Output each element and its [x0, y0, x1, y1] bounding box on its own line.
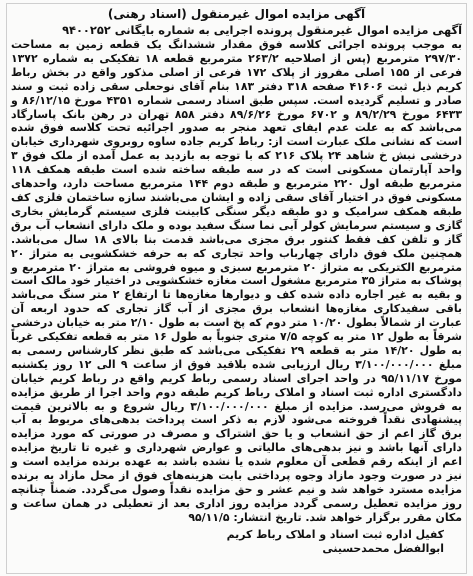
- auction-notice: [6, 3, 467, 574]
- notice-body: به موجب پرونده اجرائی کلاسه فوق مقدار ششدانگ یک قطعه زمین به مساحت ۲۹۷/۳۰ مترمربع (پس از اصلاحیه ۲۶۳/۲ مترمربع قطعه ۱۸ تفکیکی به شماره ۱۳۷۲ فرعی از ۱۵۵ اصلی مفروز از پلاک ۱۷۲ فرعی از اصلی مذکور واقع در بخش رباط کریم ذیل ثبت ۴۱۶۰۶ صفحه ۳۱۸ دفتر ۱۸۳ بنام آقای نوحعلی سقی زاده ثبت و سند صادر و تسلیم گردیده است. سپس طبق اسناد رسمی شماره ۴۳۵۱ مورخ ۸۶/۱۲/۱۵ و ۶۴۳۳ مورخ ۸۹/۲/۲۹ و ۶۷۰۲ مورخ ۸۹/۶/۲۶ دفتر ۸۵۸ تهران در رهن بانک پاسارگاد می‌باشد که به علت عدم ایفای تعهد منجر به صدور اجرائیه تحت کلاسه فوق شده است که نشانی ملک عبارت است از: رباط کریم جاده ساوه روبروی شهرداری خیابان درخشی نبش خ شاهد ۲۴ پلاک ۲۱۶ که با توجه به بازدید به عمل آمده از ملک فوق ۳ واحد آپارتمان مسکونی است که در سه طبقه ساخته شده است طبقه همکف ۱۱۸ مترمربع طبقه اول ۲۲۰ مترمربع و طبقه دوم ۱۴۴ مترمربع مساحت دارد، واحدهای مسکونی فوق در اختیار آقای سقی زاده و ایشان می‌باشند سازه ساختمان فلزی کف طبقه همکف سرامیک و دو طبقه دیگر سنگی کابینت فلزی سیستم گرمایش بخاری گازی و سیستم سرمایش کولر آبی نما سنگ سفید بوده و ملک دارای انشعاب آب برق گاز و تلفن کف فقط کنتور برق مجزی می‌باشد قدمت بنا بالای ۱۸ سال می‌باشد. همچنین ملک فوق دارای چهارباب واحد تجاری که به حرفه خشکشویی به متراژ ۲۰ مترمربع الکتریکی به متراژ ۲۰ مترمربع سبزی و میوه فروشی به متراژ ۲۰ مترمربع و پوشاک به متراژ ۳۵ مترمربع مشغول است مغازه خشکشویی در اختیار خود مالک است و بقیه به غیر اجاره داده شده کف و دیوارها مغازه‌ها تا ارتفاع ۲ متر سنگ می‌باشد باقی سفیدکاری مغازه‌ها انشعاب برق مجزی از آب گاز تجاری که حدود اربعه آن عبارت از شمالاً بطول ۱۰/۲۰ متر دوم که پخ است به طول ۲/۱۰ متر به خیابان درخشی شرقاً به طول ۱۲ متر به کوچه ۷/۵ متری جنوباً به طول ۱۶ متر به قطعه تفکیکی غرباً به طول ۱۴/۲۰ متر به قطعه ۲۹ تفکیکی می‌باشد که طبق نظر کارشناس رسمی به مبلغ ۳/۱۰۰/۰۰۰/۰۰۰ ریال ارزیابی شده بلاقید فوق از ساعت ۹ الی ۱۲ روز یکشنبه مورخ ۹۵/۱۱/۱۷ در واحد اجرای اسناد رسمی رباط کریم واقع در رباط کریم خیابان دادگستری اداره ثبت اسناد و املاک رباط کریم طبقه دوم واحد اجرا از طریق مزایده به فروش می‌رسد. مزایده از مبلغ ۳/۱۰۰/۰۰۰/۰۰۰ ریال شروع و به بالاترین قیمت پیشنهادی نقداً فروخته می‌شود لازم به ذکر است پرداخت بدهی‌های مربوط به آب برق گاز اعم از حق انشعاب و یا حق اشتراک و مصرف در صورتی که مورد مزایده دارای آنها باشد و نیز بدهی‌های مالیاتی و عوارض شهرداری و غیره تا تاریخ مزایده اعم از اینکه رقم قطعی آن معلوم شده یا نشده باشد به عهده برنده مزایده است و نیز در صورت وجود مازاد وجوه پرداختی بابت هزینه‌های فوق از محل مازاد به برنده مزایده مسترد خواهد شد و نیم عشر و حق مزایده نقداً وصول می‌گردد. ضمناً چنانچه روز مزایده تعطیل رسمی گردد مزایده روز اداری بعد از تعطیلی در همان ساعت و مکان مقرر برگزار خواهد شد. تاریخ انتشار: ۹۵/۱۱/۵: [11, 38, 463, 524]
- signatory-office: کفیل اداره ثبت اسناد و املاک رباط کریم: [226, 527, 444, 541]
- signature-block: [11, 528, 462, 556]
- notice-subtitle: آگهی مزایده اموال غیرمنقول پرونده اجرایی به شماره بایگانی ۹۴۰۰۲۵۲: [62, 23, 462, 37]
- signatory-name: ابوالفضل محمدحسینی: [322, 541, 444, 555]
- notice-title: آگهی مزایده اموال غیرمنقول (اسناد رهنی): [107, 7, 366, 21]
